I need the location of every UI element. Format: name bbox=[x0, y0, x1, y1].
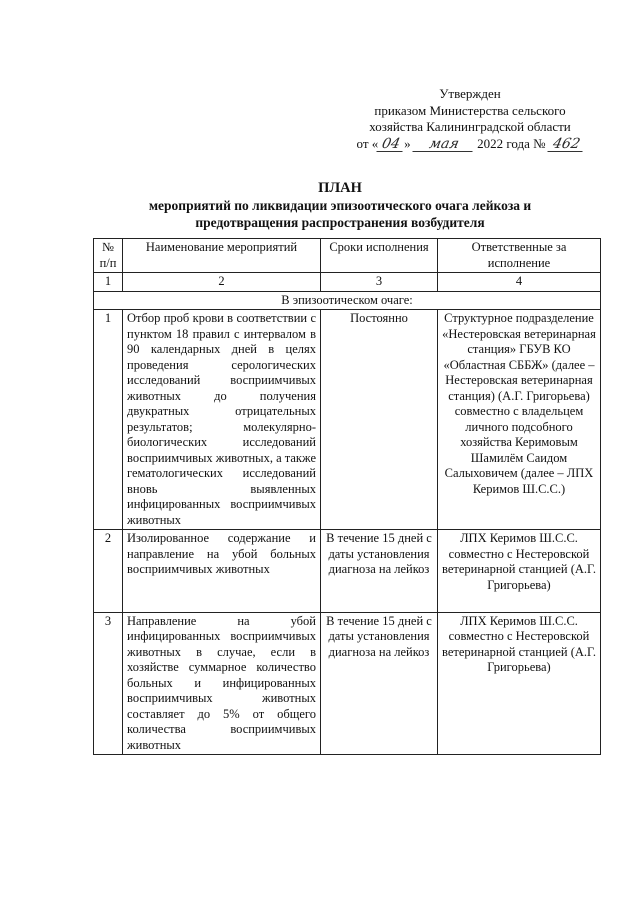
row-number: 2 bbox=[94, 530, 123, 613]
handwritten-month: мая bbox=[412, 137, 475, 152]
measure-term: В течение 15 дней с даты установления диагноза на лейкоз bbox=[321, 530, 438, 613]
section-row bbox=[94, 291, 601, 310]
section-heading: В эпизоотическом очаге: bbox=[94, 291, 601, 310]
header-measure-name: Наименование мероприятий bbox=[123, 239, 321, 273]
measure-responsible: ЛПХ Керимов Ш.С.С. совместно с Нестеровской ветеринарной станцией (А.Г. Григорьева) bbox=[438, 612, 601, 755]
column-number: 1 bbox=[94, 273, 123, 292]
measure-name: Отбор проб крови в соответствии с пунктом 18 правил с интервалом в 90 календарных дней в целях проведения серологических исследований восприимчивых животных до получения двукратных отрицательных результатов; молекулярно-биологических исследований восприимчивых животных, а также гематологических исследований вновь выявленных инфицированных восприимчивых животных bbox=[123, 310, 321, 530]
header-number: № п/п bbox=[94, 239, 123, 273]
measures-table bbox=[93, 238, 601, 755]
row-number: 3 bbox=[94, 612, 123, 755]
measure-term: В течение 15 дней с даты установления диагноза на лейкоз bbox=[321, 612, 438, 755]
header-responsible: Ответственные за исполнение bbox=[438, 239, 601, 273]
handwritten-day: 04 bbox=[377, 137, 406, 152]
year-text: 2022 года № bbox=[477, 135, 546, 151]
approval-line-2: приказом Министерства сельского bbox=[374, 102, 566, 118]
measure-name: Направление на убой инфицированных восприимчивых животных в случае, если в хозяйстве суммарное количество больных и инфицированных восприимчивых животных составляет до 5% от общего количества восприимчивых животных bbox=[123, 612, 321, 755]
column-number: 3 bbox=[321, 273, 438, 292]
document-title: ПЛАН bbox=[318, 180, 362, 196]
table-row bbox=[94, 310, 601, 530]
approval-line-1: Утвержден bbox=[439, 86, 501, 101]
header-term: Сроки исполнения bbox=[321, 239, 438, 273]
approval-date-line bbox=[340, 136, 600, 153]
approval-stamp bbox=[340, 86, 600, 152]
table-header-row bbox=[94, 239, 601, 273]
row-number: 1 bbox=[94, 310, 123, 530]
document-subtitle-line-1: мероприятий по ликвидации эпизоотического очага лейкоза и bbox=[148, 198, 532, 213]
table-row bbox=[94, 530, 601, 613]
column-number-row bbox=[94, 273, 601, 292]
date-mid: » bbox=[404, 135, 411, 151]
date-prefix: от « bbox=[356, 135, 379, 151]
measure-responsible: Структурное подразделение «Нестеровская ветеринарная станция» ГБУВ КО «Областная СББЖ» (далее – Нестеровская ветеринарная станция) (А.Г. Григорьева) совместно с владельцем личного подсобного хозяйства Керимовым Шамилём Саидом Салыховичем (далее – ЛПХ Керимов Ш.С.С.) bbox=[438, 310, 601, 530]
measure-term: Постоянно bbox=[321, 310, 438, 530]
measure-responsible: ЛПХ Керимов Ш.С.С. совместно с Нестеровской ветеринарной станцией (А.Г. Григорьева) bbox=[438, 530, 601, 613]
handwritten-number: 462 bbox=[547, 137, 585, 152]
column-number: 2 bbox=[123, 273, 321, 292]
document-subtitle-line-2: предотвращения распространения возбудителя bbox=[195, 215, 485, 230]
column-number: 4 bbox=[438, 273, 601, 292]
approval-line-3: хозяйства Калининградской области bbox=[369, 119, 571, 134]
measure-name: Изолированное содержание и направление на убой больных восприимчивых животных bbox=[123, 530, 321, 613]
table-row bbox=[94, 612, 601, 755]
